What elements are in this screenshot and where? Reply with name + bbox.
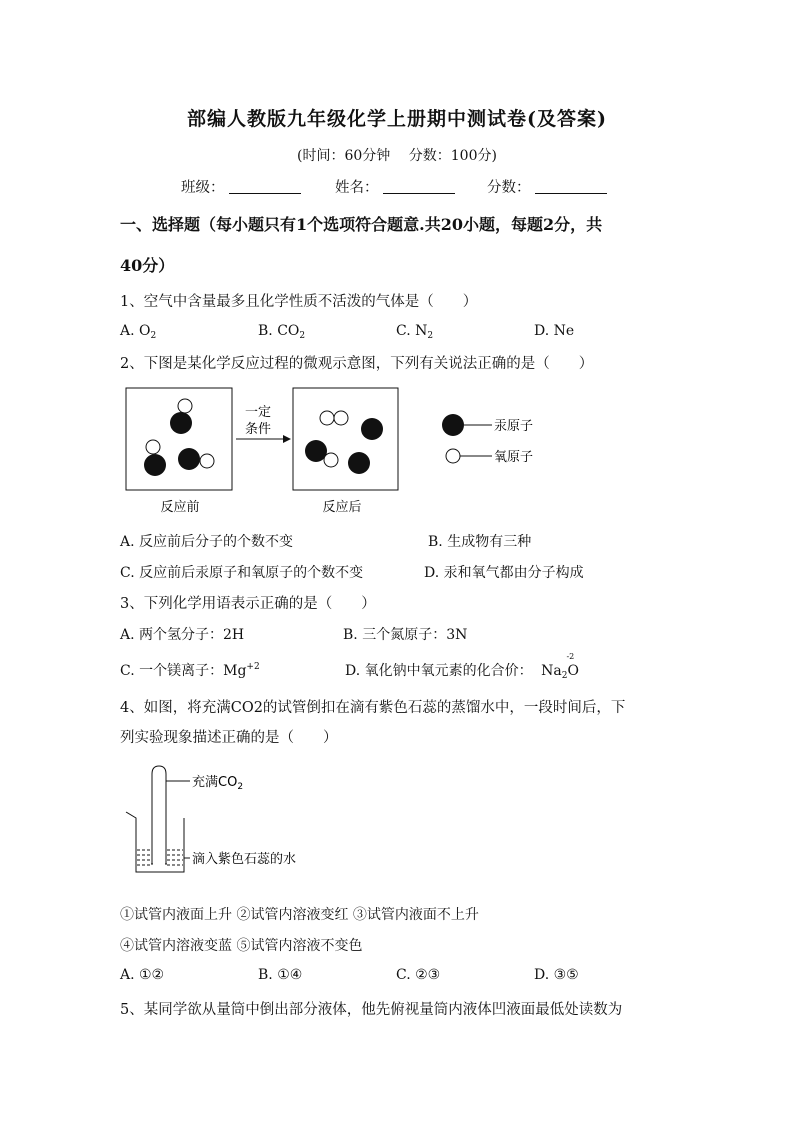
- formula-o: O: [567, 663, 579, 679]
- section-heading-line1: 一、选择题（每小题只有1个选项符合题意.共20小题，每题2分，共: [120, 215, 603, 234]
- mercury-atom: [170, 412, 192, 434]
- q3-option-d[interactable]: [345, 652, 579, 681]
- question-1-stem: 1、空气中含量最多且化学性质不活泼的气体是（ ）: [120, 294, 478, 310]
- water-label: 滴入紫色石蕊的水: [192, 852, 297, 867]
- condition-label-1: 一定: [244, 405, 272, 420]
- q1-option-d-text: D. Ne: [534, 323, 575, 339]
- q3-option-c-charge: +2: [246, 662, 260, 672]
- oxygen-atom: [324, 453, 338, 467]
- question-5-stem-line1: 5、某同学欲从量筒中倒出部分液体，他先俯视量筒内液体凹液面最低处读数为: [120, 1002, 623, 1018]
- score-blank[interactable]: [535, 179, 607, 194]
- q2-option-c[interactable]: C. 反应前后汞原子和氧原子的个数不变: [120, 565, 364, 581]
- before-label: 反应前: [160, 500, 200, 515]
- after-box: [293, 388, 398, 490]
- score-label: 分数：: [487, 180, 531, 196]
- oxygen-atom: [200, 454, 214, 468]
- name-label: 姓名：: [335, 180, 379, 196]
- q1-option-b[interactable]: [258, 323, 305, 341]
- question-4-stem-line2: 列实验现象描述正确的是（ ）: [120, 730, 338, 746]
- tube-gap: [151, 847, 167, 869]
- legend-mercury-icon: [442, 414, 464, 436]
- class-field[interactable]: [181, 176, 301, 197]
- q1-option-d[interactable]: [534, 323, 574, 339]
- formula-oxygen: [566, 652, 579, 679]
- reaction-diagram: [120, 385, 560, 517]
- q4-option-c[interactable]: C. ②③: [396, 967, 441, 983]
- legend-oxygen-icon: [446, 449, 460, 463]
- question-3-stem: 3、下列化学用语表示正确的是（ ）: [120, 596, 376, 612]
- formula-na: Na: [541, 663, 562, 679]
- q2-option-b[interactable]: B. 生成物有三种: [428, 534, 532, 550]
- q1-option-c-sub: 2: [427, 331, 434, 341]
- section-heading-line2: 40分）: [120, 256, 175, 275]
- q4-option-d[interactable]: D. ③⑤: [534, 967, 579, 983]
- q3-option-a[interactable]: A. 两个氢分子：2H: [120, 627, 245, 643]
- q1-option-c[interactable]: [396, 323, 433, 341]
- question-4-stem-line1: 4、如图，将充满CO2的试管倒扣在滴有紫色石蕊的蒸馏水中，一段时间后，下: [120, 700, 626, 716]
- class-label: 班级：: [181, 180, 225, 196]
- q3-option-c-text: C. 一个镁离子：Mg: [120, 663, 247, 679]
- tube-label: 充满$CO_2$: [192, 775, 244, 792]
- valence-formula: [541, 652, 579, 681]
- oxygen-atom: [178, 399, 192, 413]
- q4-statements-line2: ④试管内溶液变蓝 ⑤试管内溶液不变色: [120, 938, 363, 954]
- after-label: 反应后: [322, 500, 362, 515]
- q3-option-d-text: D. 氧化钠中氧元素的化合价：: [345, 663, 533, 679]
- q1-option-c-text: C. N: [396, 323, 428, 339]
- q2-option-d[interactable]: D. 汞和氧气都由分子构成: [424, 565, 584, 581]
- q2-option-a[interactable]: A. 反应前后分子的个数不变: [120, 534, 294, 550]
- q3-option-b[interactable]: B. 三个氮原子：3N: [343, 627, 468, 643]
- formula-sub: 2: [561, 671, 568, 681]
- q1-option-a[interactable]: [120, 323, 156, 341]
- co2-experiment-figure: [120, 760, 370, 882]
- oxygen-atom: [146, 440, 160, 454]
- q4-option-b[interactable]: B. ①④: [258, 967, 303, 983]
- name-field[interactable]: [335, 176, 455, 197]
- q4-option-a[interactable]: A. ①②: [120, 967, 165, 983]
- question-2-stem: 2、下图是某化学反应过程的微观示意图，下列有关说法正确的是（ ）: [120, 356, 594, 372]
- name-blank[interactable]: [383, 179, 455, 194]
- valence-mark: -2: [566, 652, 575, 661]
- mercury-atom: [348, 452, 370, 474]
- legend-mercury-label: 汞原子: [494, 419, 534, 434]
- q1-option-a-text: A. O: [120, 323, 151, 339]
- q1-option-b-sub: 2: [299, 331, 306, 341]
- score-field[interactable]: [487, 176, 607, 197]
- q3-option-c[interactable]: [120, 660, 260, 680]
- mercury-atom: [144, 454, 166, 476]
- oxygen-atom: [334, 411, 348, 425]
- q1-option-b-text: B. CO: [258, 323, 300, 339]
- mercury-atom: [178, 448, 200, 470]
- oxygen-atom: [320, 411, 334, 425]
- exam-info: (时间：60分钟 分数：100分): [297, 148, 497, 164]
- q4-statements-line1: ①试管内液面上升 ②试管内溶液变红 ③试管内液面不上升: [120, 907, 479, 923]
- legend-oxygen-label: 氧原子: [494, 450, 534, 465]
- q1-option-a-sub: 2: [150, 331, 157, 341]
- arrow-head-icon: [283, 435, 291, 443]
- page-title: 部编人教版九年级化学上册期中测试卷(及答案): [187, 108, 607, 130]
- condition-label-2: 条件: [244, 422, 272, 437]
- class-blank[interactable]: [229, 179, 301, 194]
- mercury-atom: [361, 418, 383, 440]
